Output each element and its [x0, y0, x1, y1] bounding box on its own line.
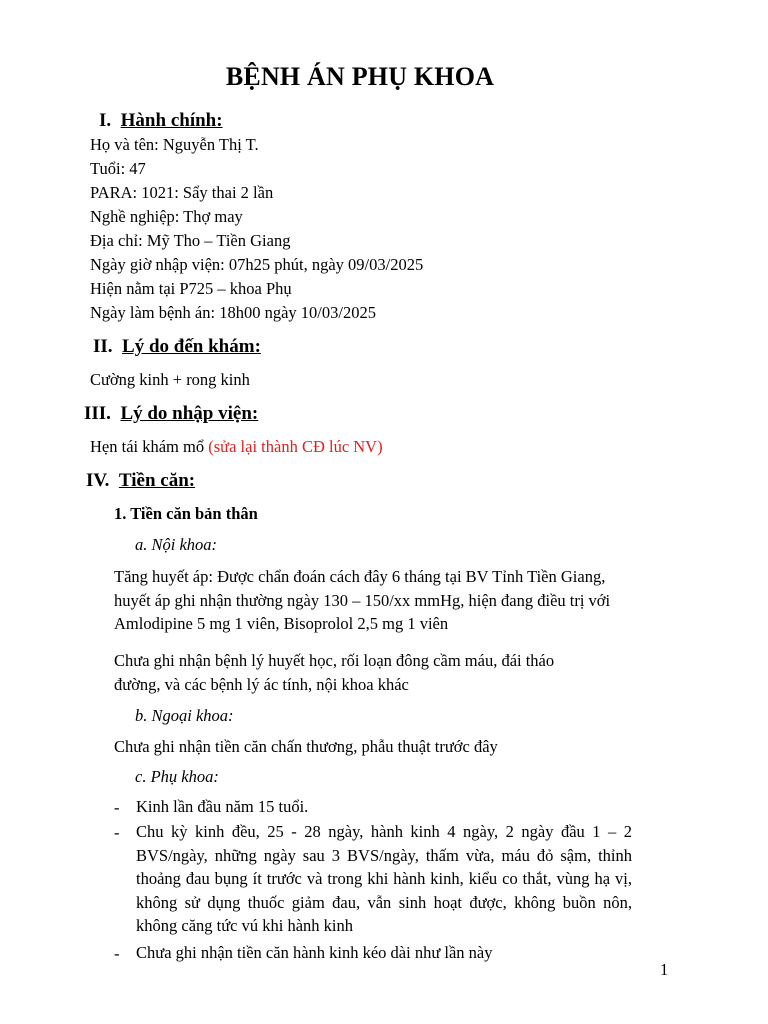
page-number: 1 [660, 960, 669, 979]
reason-admit-text: Hẹn tái khám mổ [90, 437, 209, 456]
admin-record-date: Ngày làm bệnh án: 18h00 ngày 10/03/2025 [90, 303, 376, 322]
section-heading-reason-visit [93, 336, 261, 358]
section-number: I. [99, 110, 112, 131]
internal-medicine-paragraph-1: Tăng huyết áp: Được chẩn đoán cách đây 6 tháng tại BV Tỉnh Tiền Giang, huyết áp ghi nhận thường ngày 130 – 150/xx mmHg, hiện đang điều trị với Amlodipine 5 mg 1 viên, Bisoprolol 2,5 mg 1 viên [114, 567, 611, 633]
admin-para: PARA: 1021: Sẩy thai 2 lần [90, 183, 274, 202]
section-label: Lý do đến khám: [122, 336, 261, 357]
section-label: Tiền căn: [118, 470, 196, 491]
section-number: II. [93, 336, 113, 357]
gynecology-item: Kinh lần đầu năm 15 tuổi. [136, 797, 309, 816]
reason-admit-note: (sửa lại thành CĐ lúc NV) [208, 437, 383, 456]
admin-address: Địa chỉ: Mỹ Tho – Tiền Giang [90, 231, 291, 250]
section-number: IV. [86, 470, 110, 491]
internal-medicine-paragraph-2: Chưa ghi nhận bệnh lý huyết học, rối loạn đông cầm máu, đái tháo đường, và các bệnh lý ác tính, nội khoa khác [114, 651, 555, 694]
section-heading-admin [99, 110, 223, 132]
bullet-dash: - [114, 823, 120, 842]
section-heading-reason-admit [84, 403, 258, 425]
document-title: BỆNH ÁN PHỤ KHOA [225, 62, 495, 91]
personal-history-heading: 1. Tiền căn bản thân [114, 504, 258, 523]
section-label: Lý do nhập viện: [120, 403, 259, 424]
admin-name: Họ và tên: Nguyễn Thị T. [90, 135, 259, 154]
gynecology-item: Chưa ghi nhận tiền căn hành kinh kéo dài như lần này [136, 943, 493, 962]
reason-admit-line [90, 439, 383, 456]
admin-age: Tuổi: 47 [90, 159, 146, 178]
admin-admit-time: Ngày giờ nhập viện: 07h25 phút, ngày 09/03/2025 [90, 255, 424, 274]
admin-room: Hiện nằm tại P725 – khoa Phụ [90, 279, 292, 298]
section-number: III. [84, 403, 111, 424]
gynecology-item: Chu kỳ kinh đều, 25 - 28 ngày, hành kinh 4 ngày, 2 ngày đầu 1 – 2 BVS/ngày, những ngày sau 3 BVS/ngày, thấm vừa, máu đỏ sậm, thỉnh thoảng đau bụng ít trước và trong khi hành kinh, kiểu co thắt, vùng hạ vị, không sử dụng thuốc giảm đau, vẫn sinh hoạt được, không buồn nôn, không căng tức vú khi hành kinh [136, 822, 632, 935]
surgical-paragraph: Chưa ghi nhận tiền căn chấn thương, phẫu thuật trước đây [114, 737, 498, 756]
section-heading-history [86, 470, 195, 492]
admin-job: Nghề nghiệp: Thợ may [90, 207, 243, 226]
reason-visit-text: Cường kinh + rong kinh [90, 370, 250, 389]
bullet-dash: - [114, 944, 120, 963]
bullet-dash: - [114, 798, 120, 817]
surgical-heading: b. Ngoại khoa: [135, 706, 234, 725]
internal-medicine-heading: a. Nội khoa: [135, 535, 218, 554]
gynecology-heading: c. Phụ khoa: [135, 767, 219, 786]
section-label: Hành chính: [120, 110, 223, 131]
